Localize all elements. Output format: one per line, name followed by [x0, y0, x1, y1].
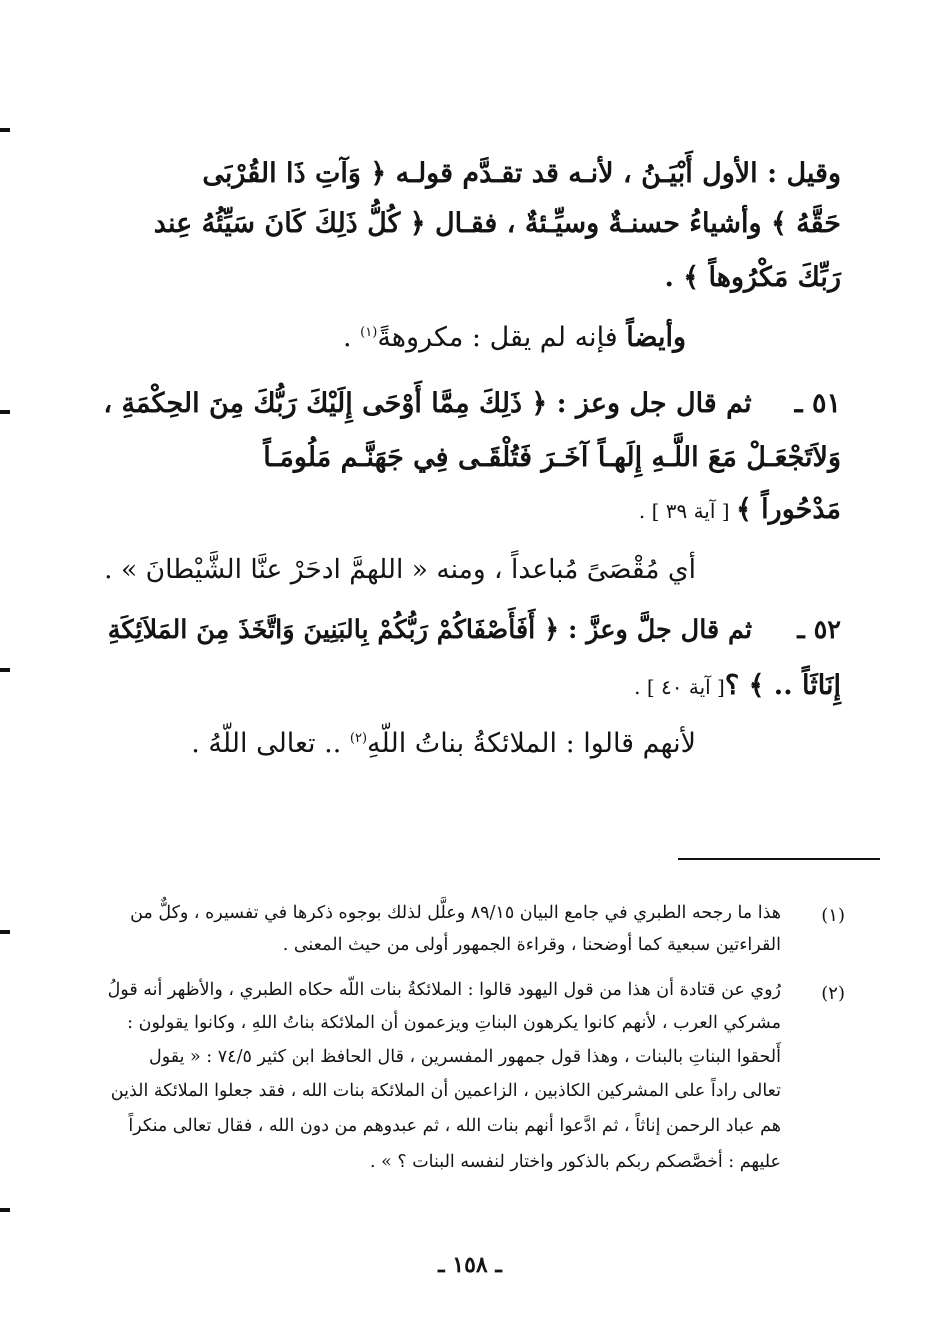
footnote-line: هذا ما رجحه الطبري في جامع البيان ٨٩/١٥ وعلَّل لذلك بوجوه ذكرها في تفسيره ، وكلٌّ من — [130, 903, 781, 923]
footnote-line: هم عباد الرحمن إناثاً ، ثم ادَّعوا أنهم بنات الله ، ثم عبدوهم من دون الله ، فقال تعالى منكراً — [128, 1116, 781, 1136]
main-text-line: حَقَّهُ ﴾ وأشياءُ حسنـةٌ وسيِّـئةٌ ، فقـال ﴿ كُلُّ ذَلِكَ كَانَ سَيِّئُهُ عِند — [153, 208, 841, 239]
main-text-line: وقيل : الأول أَبْيَـنُ ، لأنـه قد تقـدَّم قولـه ﴿ وَآتِ ذَا القُرْبَى — [202, 158, 841, 189]
footnote-ref: (١) — [360, 325, 378, 340]
footnote-line: تعالى راداً على المشركين الكاذبين ، الزاعمين أن الملائكة بنات الله ، فقد جعلوا الملائكة الذين — [110, 1081, 781, 1101]
verse-line — [101, 614, 841, 645]
explanation-line — [96, 728, 696, 759]
main-text-line — [186, 322, 686, 353]
footnote-line: مشركي العرب ، لأنهم كانوا يكرهون البناتِ ويزعمون أن الملائكة بناتُ اللهِ ، وكانوا يقولون : — [127, 1013, 781, 1033]
explanation-line: أي مُقْصَىً مُباعداً ، ومنه « اللهمَّ ادحَرْ عنَّا الشَّيْطانَ » . — [104, 554, 696, 585]
verse-text: ثم قال جلَّ وعزَّ : ﴿ أَفَأَصْفَاكُمْ رَبُّكُمْ بِالبَنِينَ وَاتَّخَذَ مِنَ المَلاَئِكَةِ — [107, 615, 753, 645]
footnote-line: القراءتين سبعية كما أوضحنا ، وقراءة الجمهور أولى من حيث المعنى . — [282, 935, 781, 955]
item-number: ٥٢ ـ — [797, 615, 841, 645]
main-text-line: رَبِّكَ مَكْرُوهاً ﴾ . — [664, 262, 841, 293]
verse-line — [101, 388, 841, 419]
verse-line — [101, 670, 841, 701]
text-run: فإنه لم يقل : مكروهةً — [377, 322, 627, 353]
footnote-number: (١) — [821, 905, 845, 926]
verse-reference: [ آية ٤٠ ] . — [634, 675, 725, 699]
verse-text: إِنَاثَاً .. ﴾ ؟ — [724, 670, 841, 701]
item-number: ٥١ ـ — [794, 388, 841, 419]
footnote-separator — [678, 858, 880, 860]
footnote-line: عليهم : أخصَّصكم ربكم بالذكور واختار لنفسه البنات ؟ » . — [369, 1152, 781, 1172]
text-run: . — [343, 322, 361, 353]
verse-line — [101, 494, 841, 525]
margin-mark — [0, 128, 10, 132]
emphasis-word: وأيضاً — [626, 322, 686, 353]
footnote-ref: (٢) — [349, 731, 368, 746]
text-run: .. تعالى اللّهُ . — [191, 728, 350, 759]
verse-line: وَلاَتَجْعَـلْ مَعَ اللَّـهِ إِلَهـاً آخَـرَ فَتُلْقَـى فِي جَهَنَّـم مَلُومَـاً — [263, 442, 841, 473]
verse-text: مَدْحُوراً ﴾ — [735, 494, 841, 525]
footnote-line: رُوي عن قتادة أن هذا من قول اليهود قالوا : الملائكةُ بنات اللّه حكاه الطبري ، والأظهر أنه قولُ — [107, 980, 781, 1000]
margin-mark — [0, 930, 10, 934]
verse-reference: [ آية ٣٩ ] . — [638, 499, 736, 523]
footnote-line: أَلحقوا البناتِ بالبنات ، وهذا قول جمهور المفسرين ، قال الحافظ ابن كثير ٧٤/٥ : « يقول — [149, 1047, 781, 1067]
text-run: لأنهم قالوا : الملائكةُ بناتُ اللّهِ — [367, 728, 696, 759]
footnote-number: (٢) — [821, 983, 845, 1004]
margin-mark — [0, 410, 10, 414]
margin-mark — [0, 668, 10, 672]
page-number: ـ ١٥٨ ـ — [438, 1252, 502, 1278]
margin-mark — [0, 1208, 10, 1212]
verse-text: ثم قال جل وعز : ﴿ ذَلِكَ مِمَّا أَوْحَى إِلَيْكَ رَبُّكَ مِنَ الحِكْمَةِ ، — [103, 388, 752, 419]
